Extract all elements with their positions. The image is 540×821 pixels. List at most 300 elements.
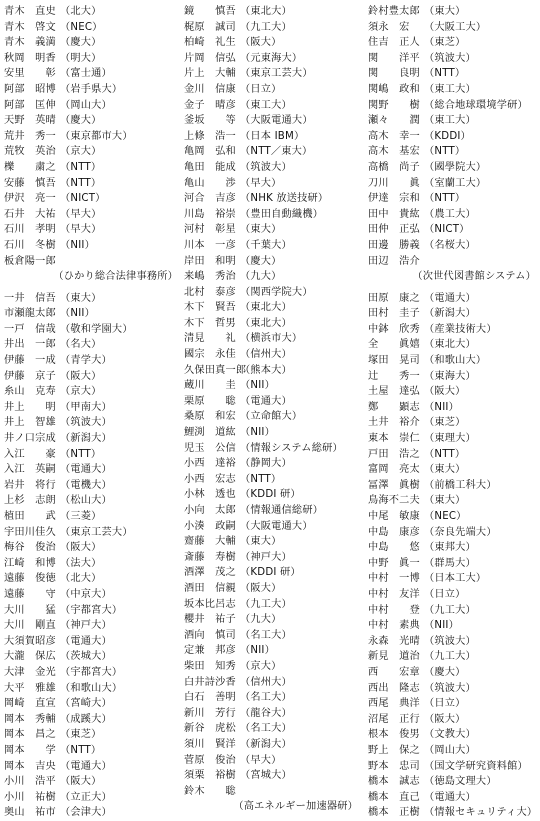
- member-entry: [368, 712, 540, 728]
- member-name: 岡本 秀輔: [4, 713, 56, 725]
- member-affiliation: （会津大）: [60, 807, 112, 819]
- member-entry: [4, 129, 182, 145]
- member-affiliation: （NII）: [240, 380, 276, 392]
- member-name: 岡本 学: [4, 744, 56, 756]
- member-affiliation: （元東海大）: [240, 52, 303, 64]
- member-name: 富岡 亮太: [368, 464, 420, 476]
- member-name: 刀川 眞: [368, 177, 420, 189]
- member-affiliation: （電通大）: [60, 760, 112, 772]
- member-affiliation: （東北大）: [424, 339, 476, 351]
- member-affiliation: （龍谷大）: [240, 707, 292, 719]
- member-name: 土井 裕介: [368, 417, 420, 429]
- member-name: 石川 孝明: [4, 224, 56, 236]
- member-name: 鈴村豊太郎: [368, 6, 420, 17]
- member-name: 関野 樹: [368, 99, 420, 111]
- member-name: 田中 貴紘: [368, 208, 420, 220]
- member-name: 鈴木 聡: [184, 785, 236, 797]
- member-affiliation: （NTT）: [60, 161, 102, 173]
- member-name: 青木 直史: [4, 6, 56, 17]
- column-2: [184, 4, 362, 815]
- member-entry: [184, 82, 362, 98]
- member-name: 岩井 将行: [4, 479, 56, 491]
- member-entry: [4, 790, 182, 806]
- member-name: 安藤 慎吾: [4, 177, 56, 189]
- member-name: 新谷 虎松: [184, 723, 236, 735]
- member-name: 糸山 克寿: [4, 386, 56, 398]
- member-name: 木下 哲男: [184, 317, 236, 329]
- member-affiliation: （慶大）: [60, 37, 102, 49]
- member-affiliation: （NTT）: [424, 193, 466, 205]
- member-entry: [368, 51, 540, 67]
- member-entry: [4, 447, 182, 463]
- member-entry: [4, 369, 182, 385]
- member-affiliation-continued: （ひかり総合法律事務所）: [53, 271, 178, 283]
- member-affiliation: （豊田自動織機）: [240, 208, 324, 220]
- member-affiliation: （静岡大）: [240, 458, 292, 470]
- member-affiliation: （NTT）: [424, 68, 466, 80]
- member-name: 田辺 浩介: [368, 255, 420, 267]
- member-name: 河合 吉彦: [184, 193, 236, 205]
- member-affiliation: （名工大）: [240, 629, 292, 641]
- member-affiliation: （NII）: [60, 239, 96, 251]
- member-entry: [4, 805, 182, 821]
- member-name: 冨澤 眞樹: [368, 479, 420, 491]
- member-entry: [368, 144, 540, 160]
- member-name: 梅谷 俊治: [4, 542, 56, 554]
- member-affiliation: （九工大）: [240, 598, 292, 610]
- member-entry: [368, 337, 540, 353]
- member-entry: [184, 565, 362, 581]
- member-name: 上條 浩一: [184, 130, 236, 142]
- member-name: 関 洋平: [368, 52, 420, 64]
- member-name: 亀山 渉: [184, 177, 236, 189]
- member-name: 酒向 慎司: [184, 629, 236, 641]
- member-name: 大津 金光: [4, 666, 56, 678]
- member-name: 天野 英晴: [4, 115, 56, 127]
- member-affiliation: （和歌山大）: [60, 682, 123, 694]
- member-entry: [4, 160, 182, 176]
- member-affiliation: （NICT）: [424, 224, 470, 236]
- member-affiliation: （NII）: [60, 308, 96, 320]
- member-name: 来嶋 秀治: [184, 271, 236, 283]
- member-entry: [368, 774, 540, 790]
- member-name: 大川 剛直: [4, 620, 56, 632]
- member-affiliation: （國學院大）: [424, 161, 487, 173]
- member-affiliation: （東大）: [424, 464, 466, 476]
- member-affiliation: （群馬大）: [424, 557, 476, 569]
- member-entry: [4, 82, 182, 98]
- member-name: 白井詩沙香: [184, 676, 236, 688]
- member-name: 高木 基宏: [368, 146, 420, 158]
- member-name: 菅原 俊治: [184, 754, 236, 766]
- member-affiliation: （東大）: [60, 292, 102, 304]
- member-entry: [184, 612, 362, 628]
- member-entry: [4, 113, 182, 129]
- member-name: 大平 雅雄: [4, 682, 56, 694]
- member-name: 小林 透也: [184, 489, 236, 501]
- member-affiliation: （NHK 放送技研）: [240, 193, 329, 205]
- member-entry: [368, 66, 540, 82]
- member-entry: [4, 603, 182, 619]
- member-entry: [184, 503, 362, 519]
- member-entry: [184, 768, 362, 784]
- member-entry: [184, 675, 362, 691]
- member-affiliation: （NTT）: [60, 177, 102, 189]
- member-affiliation: （NTT）: [424, 146, 466, 158]
- member-name: 塚田 晃司: [368, 355, 420, 367]
- member-affiliation: （電通大）: [424, 791, 476, 803]
- member-name: 小川 祐樹: [4, 791, 56, 803]
- member-name: 入江 英嗣: [4, 464, 56, 476]
- member-entry: [4, 35, 182, 51]
- member-entry: [184, 519, 362, 535]
- member-name: 鏡 慎吾: [184, 6, 236, 17]
- member-affiliation: （神戸大）: [240, 551, 292, 563]
- member-entry: [4, 431, 182, 447]
- member-name: 井上 明: [4, 401, 56, 413]
- member-entry: [184, 129, 362, 145]
- member-affiliation: （東芝）: [60, 729, 102, 741]
- member-affiliation: （宇都宮大）: [60, 604, 123, 616]
- member-entry: [184, 316, 362, 332]
- member-entry: [4, 634, 182, 650]
- member-entry: [4, 743, 182, 759]
- member-entry: [4, 144, 182, 160]
- member-name: 田原 康之: [368, 292, 420, 304]
- member-name: 鄭 顕志: [368, 401, 420, 413]
- member-affiliation: （宇都宮大）: [60, 666, 123, 678]
- member-name: 井ノ口宗成: [4, 433, 56, 445]
- member-entry: [368, 415, 540, 431]
- member-entry: [368, 82, 540, 98]
- member-affiliation: （KDDI 研）: [240, 489, 301, 501]
- member-entry: [4, 618, 182, 634]
- member-affiliation: （筑波大）: [60, 417, 112, 429]
- member-name: 久保田真一郎: [184, 364, 247, 376]
- member-entry: [4, 556, 182, 572]
- member-name: 中村 素典: [368, 620, 420, 632]
- member-entry: [184, 753, 362, 769]
- member-affiliation: （筑波大）: [424, 682, 476, 694]
- member-name: 岡本 吉央: [4, 760, 56, 772]
- member-entry: [184, 706, 362, 722]
- member-entry: [4, 176, 182, 192]
- member-name: 永森 光晴: [368, 635, 420, 647]
- member-entry: [184, 285, 362, 301]
- member-name: 遠藤 俊徳: [4, 573, 56, 585]
- member-name: 栗原 聡: [184, 395, 236, 407]
- member-affiliation: （東京都市大）: [60, 130, 133, 142]
- member-entry: [368, 493, 540, 509]
- member-affiliation: （東工大）: [240, 99, 292, 111]
- member-entry: [4, 712, 182, 728]
- member-affiliation: （宮崎大）: [60, 698, 112, 710]
- member-entry: [4, 540, 182, 556]
- member-entry: [4, 759, 182, 775]
- member-affiliation: （岩手県大）: [60, 83, 123, 95]
- member-affiliation: （大阪電通大）: [240, 115, 313, 127]
- member-entry: [184, 51, 362, 67]
- member-entry: [368, 322, 540, 338]
- member-name: 蔵川 圭: [184, 380, 236, 392]
- member-entry: [368, 222, 540, 238]
- member-entry: [184, 113, 362, 129]
- member-affiliation: （農工大）: [424, 208, 476, 220]
- member-name: 青木 義満: [4, 37, 56, 49]
- member-entry: [184, 581, 362, 597]
- member-affiliation: （文教大）: [424, 729, 476, 741]
- member-name: 片上 大輔: [184, 68, 236, 80]
- member-entry: [368, 447, 540, 463]
- member-affiliation: （九工大）: [240, 21, 292, 33]
- member-name: 一戸 信哉: [4, 323, 56, 335]
- member-entry: [184, 550, 362, 566]
- member-affiliation: （京大）: [60, 146, 102, 158]
- member-affiliation: （立命館大）: [240, 411, 303, 423]
- member-name: 入江 豪: [4, 448, 56, 460]
- member-entry: [4, 238, 182, 254]
- member-entry: [4, 291, 182, 307]
- member-affiliation: （信州大）: [240, 676, 292, 688]
- member-entry: [4, 493, 182, 509]
- member-entry: [184, 144, 362, 160]
- member-entry: [4, 337, 182, 353]
- member-entry: [368, 35, 540, 51]
- member-affiliation: （国文学研究資料館）: [424, 760, 528, 772]
- member-affiliation: （NEC）: [424, 511, 467, 522]
- member-entry: [368, 587, 540, 603]
- member-affiliation: （東工大）: [424, 115, 476, 127]
- member-name: 伊達 宗和: [368, 193, 420, 205]
- member-entry: [368, 790, 540, 806]
- member-entry: [368, 191, 540, 207]
- member-affiliation: （東邦大）: [424, 542, 476, 554]
- member-name: 柴田 知秀: [184, 660, 236, 672]
- member-name: 遠藤 守: [4, 588, 56, 600]
- member-affiliation: （NTT）: [240, 473, 282, 485]
- member-affiliation: （NICT）: [60, 193, 106, 205]
- member-name: 関嶋 政和: [368, 83, 420, 95]
- member-name: 川島 裕崇: [184, 208, 236, 220]
- member-entry: [184, 66, 362, 82]
- member-name: 亀田 能成: [184, 161, 236, 173]
- member-affiliation: （東理大）: [424, 433, 476, 445]
- member-affiliation: （情報セキュリティ大）: [424, 807, 538, 819]
- member-affiliation: （日立）: [424, 698, 466, 710]
- member-entry: [184, 487, 362, 503]
- member-name: 土屋 達弘: [368, 386, 420, 398]
- member-affiliation: （NTT）: [60, 744, 102, 756]
- member-name: 桑原 和宏: [184, 411, 236, 423]
- member-name: 伊藤 京子: [4, 370, 56, 382]
- member-affiliation: （東大）: [424, 6, 466, 17]
- member-name: 高木 幸一: [368, 130, 420, 142]
- member-affiliation: （名工大）: [240, 692, 292, 704]
- member-name: 荒井 秀一: [4, 130, 56, 142]
- member-entry: [4, 665, 182, 681]
- member-entry: [368, 556, 540, 572]
- member-affiliation: （信州大）: [240, 349, 292, 361]
- member-name: 梶原 誠司: [184, 21, 236, 33]
- member-entry: [184, 160, 362, 176]
- member-affiliation: （名大）: [60, 339, 102, 351]
- member-entry: [4, 681, 182, 697]
- member-entry: [4, 384, 182, 400]
- member-affiliation: （慶大）: [424, 666, 466, 678]
- member-entry: [368, 571, 540, 587]
- member-name: 小川 浩平: [4, 776, 56, 788]
- member-entry: [4, 66, 182, 82]
- member-affiliation: （青学大）: [60, 355, 112, 367]
- member-name: 伊沢 亮一: [4, 193, 56, 205]
- member-affiliation: （NII）: [240, 645, 276, 657]
- member-entry: [368, 4, 540, 20]
- member-entry: [4, 353, 182, 369]
- member-affiliation: （阪大）: [424, 386, 466, 398]
- member-affiliation: （九大）: [240, 271, 282, 283]
- member-affiliation: （NTT）: [60, 448, 102, 460]
- member-entry: [368, 306, 540, 322]
- member-entry: [368, 618, 540, 634]
- member-entry: [368, 400, 540, 416]
- member-entry: [368, 759, 540, 775]
- member-name: 鳥海不二夫: [368, 495, 420, 507]
- member-name: 新見 道治: [368, 651, 420, 663]
- member-affiliation: （富士通）: [60, 68, 112, 80]
- member-entry: [4, 322, 182, 338]
- member-affiliation: （奈良先端大）: [424, 526, 497, 538]
- member-affiliation: （横浜市大）: [240, 333, 303, 345]
- member-name: 櫻井 祐子: [184, 614, 236, 626]
- member-entry: [368, 20, 540, 36]
- member-entry: [184, 394, 362, 410]
- member-affiliation: （東大）: [240, 224, 282, 236]
- member-name: 坂本比呂志: [184, 598, 236, 610]
- member-name: 西尾 典洋: [368, 698, 420, 710]
- member-affiliation: （茨城大）: [60, 651, 112, 663]
- member-entry: [184, 534, 362, 550]
- member-affiliation: （日立）: [240, 83, 282, 95]
- member-affiliation: （電機大）: [60, 479, 112, 491]
- member-entry: [4, 20, 182, 36]
- member-entry: [4, 4, 182, 20]
- member-entry: [184, 176, 362, 192]
- member-name: 中村 登: [368, 604, 420, 616]
- member-name: 中村 友洋: [368, 588, 420, 600]
- member-affiliation: （名桜大）: [424, 239, 476, 251]
- member-name: 石川 冬樹: [4, 239, 56, 251]
- member-affiliation: （阪大）: [60, 542, 102, 554]
- member-name: 住吉 正人: [368, 37, 420, 49]
- member-affiliation: （成蹊大）: [60, 713, 112, 725]
- member-entry: [184, 441, 362, 457]
- member-entry: [368, 113, 540, 129]
- column-3: [368, 4, 540, 821]
- member-affiliation: （名工大）: [240, 723, 292, 735]
- member-entry: [368, 603, 540, 619]
- member-entry: [184, 643, 362, 659]
- member-name: 中野 眞一: [368, 557, 420, 569]
- member-affiliation: （東京工芸大）: [60, 526, 133, 538]
- member-name: 秋岡 明香: [4, 52, 56, 64]
- member-affiliation: （阪大）: [424, 713, 466, 725]
- member-affiliation: （阪大）: [240, 582, 282, 594]
- member-affiliation: （慶大）: [240, 255, 282, 267]
- member-name: 関 良明: [368, 68, 420, 80]
- member-entry: [368, 681, 540, 697]
- member-entry: [4, 525, 182, 541]
- member-name: 岡崎 直宣: [4, 698, 56, 710]
- member-affiliation: （筑波大）: [240, 161, 292, 173]
- member-entry: [368, 160, 540, 176]
- member-affiliation: （早大）: [60, 224, 102, 236]
- member-affiliation-continued: （次世代図書館システム）: [412, 271, 536, 283]
- member-entry: [184, 409, 362, 425]
- member-affiliation: （中京大）: [60, 588, 112, 600]
- member-entry: [4, 222, 182, 238]
- member-name: 木下 賢吾: [184, 302, 236, 314]
- member-entry: [368, 207, 540, 223]
- member-affiliation: （東芝）: [424, 37, 466, 49]
- member-entry: [368, 291, 540, 307]
- member-entry: [184, 472, 362, 488]
- member-affiliation: （九工大）: [424, 651, 476, 663]
- member-name: 金子 晴彦: [184, 99, 236, 111]
- member-affiliation: （KDDI）: [424, 130, 471, 142]
- member-entry: [368, 176, 540, 192]
- member-name: 岡本 昌之: [4, 729, 56, 741]
- member-name: 橋本 正樹: [368, 807, 420, 819]
- member-affiliation: （情報システム総研）: [240, 442, 343, 454]
- member-affiliation: （九工大）: [424, 604, 476, 616]
- member-affiliation: （東北大）: [240, 6, 292, 17]
- member-name: 西 宏章: [368, 666, 420, 678]
- member-affiliation: （産業技術大）: [424, 323, 497, 335]
- member-entry: [368, 696, 540, 712]
- member-entry: [184, 628, 362, 644]
- member-affiliation: （松山大）: [60, 495, 112, 507]
- member-name: 大川 猛: [4, 604, 56, 616]
- member-name: 釜坂 等: [184, 115, 236, 127]
- member-name: 一井 信吾: [4, 292, 56, 304]
- member-entry: [184, 207, 362, 223]
- member-entry: [368, 634, 540, 650]
- member-name: 櫟 粛之: [4, 161, 56, 173]
- member-name: 江崎 和博: [4, 557, 56, 569]
- member-entry: [368, 129, 540, 145]
- member-name: 野本 忠司: [368, 760, 420, 772]
- member-entry: [184, 659, 362, 675]
- member-entry: [4, 191, 182, 207]
- member-entry: [4, 649, 182, 665]
- member-entry: [4, 478, 182, 494]
- member-entry: [4, 509, 182, 525]
- member-entry: [4, 727, 182, 743]
- member-affiliation: （新潟大）: [60, 433, 112, 445]
- member-name: 西出 隆志: [368, 682, 420, 694]
- member-entry: [184, 269, 362, 285]
- member-affiliation: （慶大）: [60, 115, 102, 127]
- member-affiliation: （北大）: [60, 6, 102, 17]
- member-affiliation: （早大）: [240, 754, 282, 766]
- member-affiliation: （NTT）: [424, 448, 466, 460]
- member-affiliation: （早大）: [60, 208, 102, 220]
- member-affiliation: （徳島文理大）: [424, 776, 497, 788]
- member-entry: [184, 347, 362, 363]
- member-name: 辻 秀一: [368, 370, 420, 382]
- member-affiliation-continued: （高エネルギー加速器研）: [233, 801, 358, 813]
- member-entry: [368, 805, 540, 821]
